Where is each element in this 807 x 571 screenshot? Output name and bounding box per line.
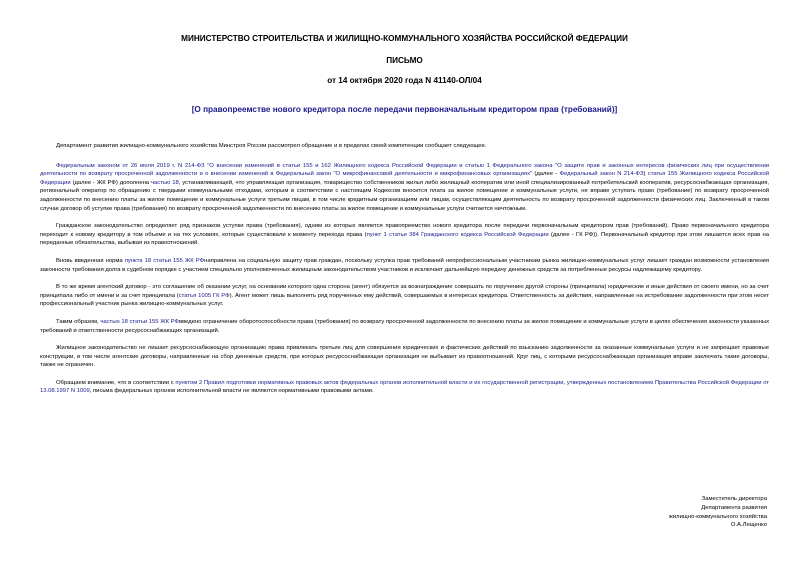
signature-position: Заместитель директора: [701, 496, 767, 502]
paragraph-6: [40, 318, 769, 335]
paragraph-4-text-2: направлена на социальную защиту прав граждан, поскольку уступка прав требований непрофессиональным участникам рынка жилищно-коммунальных услуг лишает граждан возможности установления законности требования долга в судебном порядке с участием специально уполномоченных жилищным законодательством участников и исключает дальнейшую передачу денежных средств за потребленные ресурсы надлежащему кредитору.: [40, 257, 769, 273]
paragraph-2: [40, 162, 769, 214]
paragraph-3-text-1: Гражданское законодательство определяет ряд признаков уступки права (требования), одним из которых является правопреемство нового кредитора после передачи первоначальным кредитором прав (требований). Право первоначального кредитора переходит к новому кредитору в том объеме и на тех условиях, которые существовали к моменту перехода права (: [40, 223, 769, 238]
paragraph-6-text-1: Таким образом,: [56, 318, 101, 325]
paragraph-7-text: Жилищное законодательство не лишает ресурсоснабжающую организацию права привлекать третьих лиц для совершения юридических и фактических действий по взысканию задолженности за оказанные коммунальные услуги и не запрещает правовые конструкции, в том числе агентские договоры, направленные на сбор денежных средств, при которых ресурсоснабжающая организация не выбывает из правоотношений. Круг лиц, с которыми ресурсоснабжающая организация вправе заключать такие договоры, также не ограничен.: [40, 345, 769, 369]
signature-block: [669, 495, 767, 530]
zhk-point-18-link[interactable]: пункта 18 статьи 155 ЖК РФ: [124, 257, 205, 264]
paragraph-1-text: Департамент развития жилищно-коммунального хозяйства Минстроя России рассмотрел обращение и в пределах своей компетенции сообщает следующее.: [56, 143, 487, 149]
paragraph-5-text-1: В то же время агентский договор - это соглашение об оказании услуг, на основании которого одна сторона (агент) обязуется за вознаграждение совершать по поручению другой стороны (принципала) юридические и иные действия от своего имени, но за счет принципала либо от имени и за счет принципала (: [40, 284, 769, 299]
signature-department-scope: жилищно-коммунального хозяйства: [668, 513, 767, 520]
document-type: ПИСЬМО: [386, 56, 423, 65]
signature-name: О.А.Лещенко: [730, 522, 767, 529]
paragraph-2-text-1: (далее -: [532, 171, 560, 178]
document-date-number: от 14 октября 2020 года N 41140-ОЛ/04: [327, 76, 482, 85]
gk-article-1005-link[interactable]: статья 1005 ГК РФ: [178, 292, 230, 299]
document-subject: [О правопреемстве нового кредитора после передачи первоначальным кредитором прав (требований)]: [191, 105, 618, 114]
paragraph-6-text-2: введено ограничение оборотоспособности права (требования) по возврату просроченной задолженности по внесению платы за жилое помещение и коммунальные услуги в целях обеспечения законности указанных требований и ответственности ресурсоснабжающих организаций.: [40, 318, 770, 334]
paragraph-8-text-1: Обращаем внимание, что в соответствии с: [56, 379, 176, 386]
paragraph-8-text-2: , письма федеральных органов исполнительной власти не являются нормативными правовыми актами.: [89, 388, 374, 395]
paragraph-3: [40, 222, 769, 248]
paragraph-1: [40, 142, 769, 151]
paragraph-7: [40, 344, 769, 370]
paragraph-2-text-2: ): [643, 171, 648, 178]
paragraph-4-text-1: Вновь введенная норма: [56, 257, 125, 264]
zhk-part-18-link[interactable]: частью 18 статьи 155 ЖК РФ: [100, 318, 179, 325]
paragraph-2-text-3: (далее - ЖК РФ) дополнена: [70, 179, 151, 186]
law-214-fz-short-link[interactable]: Федеральный закон N 214-ФЗ: [559, 171, 644, 178]
signature-department: Департамента развития: [701, 504, 767, 511]
document-body: [40, 142, 769, 396]
paragraph-8: [40, 379, 769, 396]
paragraph-4: [40, 257, 769, 274]
paragraph-3-text-2: (далее - ГК РФ)). Первоначальный кредитор при этом лишается всех прав на переданные обязательства, выбывая из правоотношений.: [40, 231, 769, 247]
article-155-zhk-link[interactable]: статья 155 Жилищного кодекса Российской Федерации: [40, 171, 770, 186]
paragraph-2-text-4: , устанавливающей, что управляющая организация, товарищество собственников жилья либо жилищный кооператив или иной специализированный потребительский кооператив, ресурсоснабжающая организация, региональный оператор по обращению с твердыми коммунальными отходами, которым в соответствии с настоящим Кодексом вносится плата за жилое помещение и коммунальные услуги, не вправе уступать право (требование) по возврату просроченной задолженности по внесению платы за жилое помещение и коммунальные услуги третьим лицам, в том числе кредитным организациям или лицам, осуществляющим деятельность по возврату просроченной задолженности физических лиц. Заключенный в таком случае договор об уступке права (требования) по возврату просроченной задолженности по внесению платы за жилое помещение и коммунальные услуги считается ничтожным.: [40, 179, 770, 212]
government-rules-1009-link[interactable]: пунктом 2 Правил подготовки нормативных правовых актов федеральных органов исполнительной власти и их государственной регистрации, утвержденных постановлением Правительства Российской Федерации от 13.08.1997 N 1009: [40, 379, 769, 395]
paragraph-5-text-2: ). Агент может лишь выполнять ряд порученных ему действий, совершаемых в интересах кредитора. Ответственность за действия, направленные на истребование задолженности при этом несет профессиональный участник рынка жилищно-коммунальных услуг.: [40, 292, 770, 308]
ministry-heading: МИНИСТЕРСТВО СТРОИТЕЛЬСТВА И ЖИЛИЩНО-КОММУНАЛЬНОГО ХОЗЯЙСТВА РОССИЙСКОЙ ФЕДЕРАЦИИ: [181, 34, 628, 43]
law-214-fz-link[interactable]: Федеральным законом от 26 июля 2019 г. N 214-ФЗ "О внесении изменений в статьи 155 и 162 Жилищного кодекса Российской Федерации и статью 1 Федерального закона "О защите прав и законных интересов физических лиц при осуществлении деятельности по возврату просроченной задолженности и о внесении изменений в Федеральный закон "О микрофинансовой деятельности и микрофинансовых организациях": [40, 162, 769, 178]
paragraph-5: [40, 283, 769, 309]
gk-article-384-link[interactable]: пункт 1 статьи 384 Гражданского кодекса Российской Федерации: [366, 231, 549, 238]
part-18-link[interactable]: частью 18: [150, 179, 179, 186]
